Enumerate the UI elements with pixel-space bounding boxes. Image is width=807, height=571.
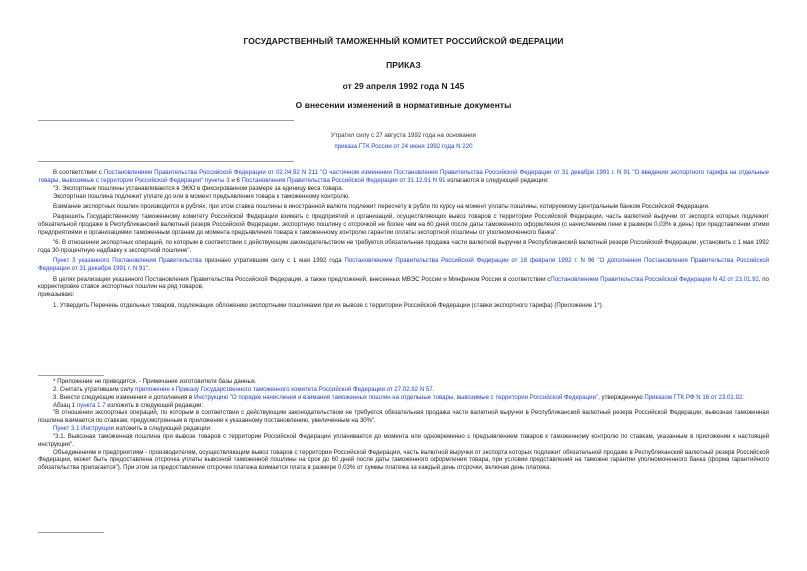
quote-paragraph: Взимание экспортных пошлин производится в рублях, при этом ставка пошлины в иностранной валюте подлежит пересчету в рубли по курсу на момент уплаты пошлины, котируемому Центральным банком Российской Федерации. (53, 202, 710, 210)
doc-type-heading: ПРИКАЗ (386, 60, 421, 70)
divider-top (38, 120, 294, 121)
agency-heading: ГОСУДАРСТВЕННЫЙ ТАМОЖЕННЫЙ КОМИТЕТ РОССИЙСКОЙ ФЕДЕРАЦИИ (243, 36, 564, 46)
quote-paragraph: "3. Экспортные пошлины устанавливаются в ЭКЮ в фиксированном размере за единицу веса товара. (53, 184, 344, 192)
order-item-2: 2. Считать утратившим силу приложение к Приказу Государственного таможенного комитета Российской Федерации от 27.02.92 N 57. (53, 385, 435, 393)
quote-paragraph: "В отношении экспортных операций, по которым в соответствии с действующим законодательством не требуется обязательная продажа части валютной выручки в Республиканский валютный резерв Российской Федерации, вывозная таможенная пошлина взимается по ставкам, предусмотренным в приложении к указанному постановлению, увеличенным на 30%". (38, 409, 769, 425)
resolution-42-link[interactable]: Постановлением Правительства Российской Федерации N 42 от 23.01.92 (550, 275, 759, 283)
paragraph-purpose: В целях реализации указанного Постановления Правительства Российской Федерации, а также предложений, внесенных МВЭС России и Минфином России в соответствии сПостановлением Правительства Российской Федерации N 42 от 23.01.92, по корректировке ставок экспортных пошлин на ряд товаров, (38, 275, 770, 291)
repeal-order-link[interactable]: приказа ГТК России от 24 июня 1992 года N 220 (334, 143, 473, 150)
resolution-211-link[interactable]: Постановлением Правительства Российской Федерации от 02.04.92 N 211 "О частичном изменении Постановления Правительства Российской Федерации от 31 декабря 1991 г. N 91 "О введении экспортного тарифа на отдельные товары, вывозимые с территории Российской Федерации" пункты 3 (38, 169, 769, 184)
quote-paragraph: "3.1. Вывозная таможенная пошлина при вывозе товаров с территории Российской Федерации уплачивается до момента или одновременно с предъявлением товаров к таможенному контролю по ставкам, указанным в приложении к настоящей инструкции". (38, 432, 769, 448)
divider-status (38, 161, 294, 162)
status-note: Утратил силу с 27 августа 1992 года на основании (330, 132, 477, 139)
footnote: * Приложение не приводится. - Примечание изготовителя базы данных. (53, 378, 257, 385)
doc-date-number: от 29 апреля 1992 года N 145 (342, 81, 465, 91)
paragraph-abzac: Абзац 1 пункта 1.7 изложить в следующей редакции: (53, 401, 204, 409)
document-body-continued (38, 378, 769, 472)
instruction-link[interactable]: Инструкцию "О порядке начисления и взимания таможенных пошлин на отдельные товары, вывозимые с территории Российской Федерации" (193, 393, 599, 401)
paragraph-intro: В соответствии с Постановлением Правительства Российской Федерации от 02.04.92 N 211 "О частичном изменении Постановления Правительства Российской Федерации от 31 декабря 1991 г. N 91 "О введении экспортного тарифа на отдельные товары, вывозимые с территории Российской Федерации" пункты 3 и 6 Постановления Правительства Российской Федерации от 31.12.91 N 91 излагаются в следующей редакции: (38, 169, 769, 184)
point-3-1-link[interactable]: Пункт 3.1 Инструкции (53, 425, 115, 433)
divider-footnote (38, 375, 104, 376)
point-3-link[interactable]: Пункт 3 указанного Постановления Правительства (53, 257, 202, 265)
paragraph-point-3-1: Пункт 3.1 Инструкции изложить в следующей редакции: (53, 425, 212, 433)
order-item-1: 1. Утвердить Перечень отдельных товаров, подлежащих обложению экспортными пошлинами при их вывозе с территории Российской Федерации (ставки экспортного тарифа) (Приложение 1*). (53, 301, 604, 309)
quote-paragraph: Разрешить Государственному таможенному комитету Российской Федерации взимать с предприятий и организаций, осуществляющих вывоз товаров с территории Российской Федерации, часть валютной выручки от экспорта которых подлежит обязательной продаже в Республиканский валютный резерв Российской Федерации, экспортную пошлину с отсрочкой не более чем на 60 дней после даты таможенного оформления (с начислением пени в размере 0,03% в день) при представлении этими предприятиями и организациями таможенным органам до момента предъявления товара к таможенному контролю гарантии оплаты экспортной пошлины от уполномоченного банка". (38, 213, 769, 236)
doc-title: О внесении изменений в нормативные документы (295, 100, 512, 110)
quote-paragraph: "6. В отношении экспортных операций, по которым в соответствии с действующим законодательством не требуется обязательная продажа части валютной выручки в Республиканский валютный резерв Российской Федерации, установить с 1 мая 1992 года 30-процентную надбавку к экспортной пошлине". (38, 239, 769, 255)
divider-bottom (38, 532, 104, 533)
point-1-7-link[interactable]: пункта 1.7 (76, 401, 106, 409)
document-body (38, 169, 769, 310)
resolution-91-link[interactable]: Постановления Правительства Российской Федерации от 31.12.91 N 91 (241, 176, 446, 184)
resolution-96-link[interactable]: Постановлением Правительства Российской Федерации от 18 февраля 1992 г. N 96 "О дополнении Постановления Правительства Российской Федерации от 31 декабря 1991 г. N 91" (38, 257, 769, 273)
quote-paragraph: Экспортная пошлина подлежит уплате до или в момент предъявления товара к таможенному контролю. (53, 192, 350, 200)
order-16-link[interactable]: Приказом ГТК РФ N 16 от 23.01.92 (644, 393, 743, 401)
quote-paragraph: Объединениям и предприятиям - производителям, осуществляющим вывоз товаров с территории Российской Федерации, часть валютной выручки от экспорта которых подлежит обязательной продаже в Республиканский валютный резерв Российской Федерации, может быть предоставлена отсрочка уплаты вывозной таможенной пошлины на срок до 60 дней после даты таможенного оформления товара, при условии представления на таможне гарантии уполномоченного банка (форма гарантийного обязательства прилагается"). При этом за предоставление отсрочки платежа взимается плата в размере 0,03% от суммы платежа за каждый день отсрочки, включая день платежа. (38, 448, 769, 472)
order-57-link[interactable]: приложение к Приказу Государственного таможенного комитета Российской Федерации от 27.02.92 N 57 (135, 385, 433, 393)
orders-word: приказываю: (38, 291, 75, 299)
paragraph-repeal: Пункт 3 указанного Постановления Правительства признано утратившим силу с 1 мая 1992 года Постановлением Правительства Российской Федерации от 18 февраля 1992 г. N 96 "О дополнении Постановления Правительства Российской Федерации от 31 декабря 1991 г. N 91". (38, 257, 769, 273)
order-item-3: 3. Внести следующие изменения и дополнения в Инструкцию "О порядке начисления и взимания таможенных пошлин на отдельные товары, вывозимые с территории Российской Федерации", утвержденную Приказом ГТК РФ N 16 от 23.01.92: (53, 393, 744, 401)
status-note-link-line (0, 143, 807, 150)
